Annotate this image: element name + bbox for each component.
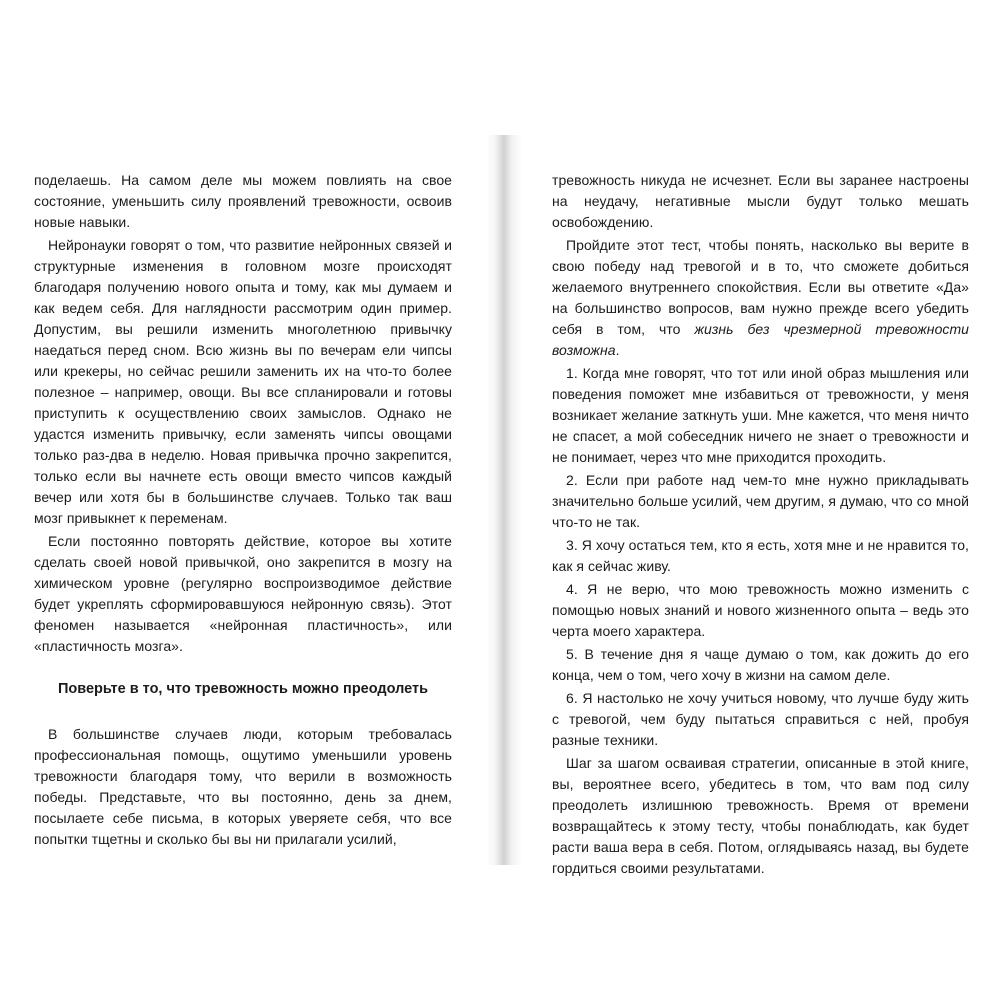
test-item-2: 2. Если при работе над чем-то мне нужно прикладывать значительно больше усилий, чем другим, я думаю, что со мной что-то не так. (552, 472, 969, 530)
section-heading: Поверьте в то, что тревожность можно преодолеть (57, 681, 429, 697)
paragraph-continuation-right: тревожность никуда не исчезнет. Если вы заранее настроены на неудачу, негативные мысли будут только мешать освобождению. (552, 172, 969, 230)
paragraph-closing: Шаг за шагом осваивая стратегии, описанные в этой книге, вы, вероятнее всего, убедитесь в том, что вам под силу преодолеть излишнюю тревожность. Время от времени возвращайтесь к этому тесту, чтобы понаблюдать, как будет расти ваша вера в себя. Потом, оглядываясь назад, вы будете гордиться своими результатами. (552, 755, 969, 876)
test-intro-text: Пройдите этот тест, чтобы понять, насколько вы верите в свою победу над тревогой и в то, что сможете добиться желаемого внутреннего спокойствия. Если вы ответите «Да» на большинство вопросов, вам нужно прежде всего убедить себя в том, что (552, 237, 969, 337)
book-spine-shadow (486, 135, 522, 865)
paragraph-plasticity: Если постоянно повторять действие, которое вы хотите сделать своей новой привычкой, оно закрепится в мозгу на химическом уровне (регулярно воспроизводимое действие будет укреплять сформировавшуюся нейронную связь). Этот феномен называется «нейронная пластичность», или «пластичность мозга». (34, 533, 452, 654)
test-item-3: 3. Я хочу остаться тем, кто я есть, хотя мне и не нравится то, как я сейчас живу. (552, 537, 969, 574)
right-page (552, 170, 969, 879)
test-item-5: 5. В течение дня я чаще думаю о том, как дожить до его конца, чем о том, чего хочу в жизни на самом деле. (552, 646, 969, 683)
paragraph-neuroscience: Нейронауки говорят о том, что развитие нейронных связей и структурные изменения в головном мозге происходят благодаря получению нового опыта и тому, как мы думаем и как ведем себя. Для наглядности рассмотрим один пример. Допустим, вы решили изменить многолетнюю привычку наедаться перед сном. Всю жизнь вы по вечерам ели чипсы или крекеры, но сейчас решили заменить их на что-то более полезное – например, овощи. Вы все спланировали и готовы приступить к осуществлению своих замыслов. Однако не удастся изменить привычку, если заменять чипсы овощами только раз-два в неделю. Новая привычка прочно закрепится, только если вы начнете есть овощи вместо чипсов каждый вечер или хотя бы в большинстве случаев. Только так ваш мозг привыкнет к переменам. (34, 237, 452, 526)
paragraph-test-intro (552, 235, 969, 361)
paragraph-continuation: поделаешь. На самом деле мы можем повлиять на свое состояние, уменьшить силу проявлений тревожности, освоив новые навыки. (34, 172, 452, 230)
paragraph-belief: В большинстве случаев люди, которым требовалась профессиональная помощь, ощутимо уменьшили уровень тревожности благодаря тому, что верили в возможность победы. Представьте, что вы постоянно, день за днем, посылаете себе письма, в которых уверяете себя, что все попытки тщетны и сколько бы вы ни прилагали усилий, (34, 726, 452, 847)
left-page (34, 170, 452, 850)
test-item-1: 1. Когда мне говорят, что тот или иной образ мышления или поведения поможет мне избавиться от тревожности, у меня возникает желание заткнуть уши. Мне кажется, что меня ничто не спасет, а мой собеседник ничего не знает о тревожности и не понимает, через что мне приходится проходить. (552, 365, 969, 465)
test-intro-italic: жизнь без чрезмерной тревожности возможна (552, 321, 969, 358)
test-intro-end: . (615, 342, 620, 358)
test-item-6: 6. Я настолько не хочу учиться новому, что лучше буду жить с тревогой, чем буду пытаться справиться с ней, пробуя разные техники. (552, 690, 969, 748)
test-item-4: 4. Я не верю, что мою тревожность можно изменить с помощью новых знаний и нового жизненного опыта – ведь это черта моего характера. (552, 581, 969, 639)
